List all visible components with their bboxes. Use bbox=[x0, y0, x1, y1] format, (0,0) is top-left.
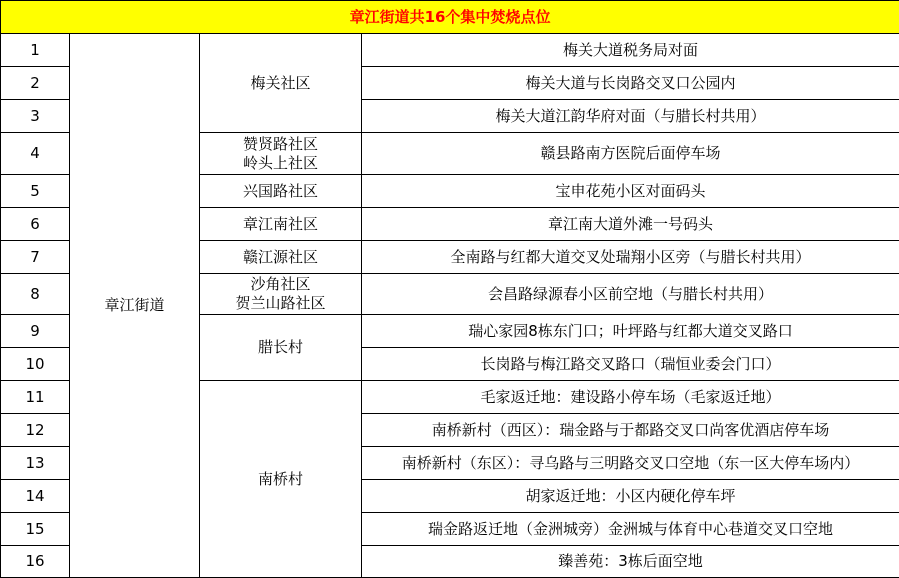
row-number-cell[interactable]: 3 bbox=[1, 100, 70, 133]
community-name: 兴国路社区 bbox=[200, 182, 361, 201]
site-cell[interactable]: 长岗路与梅江路交叉路口（瑞恒业委会门口） bbox=[362, 348, 899, 381]
community-name: 贺兰山路社区 bbox=[200, 294, 361, 313]
row-number-cell[interactable]: 11 bbox=[1, 381, 70, 414]
site-cell[interactable]: 梅关大道税务局对面 bbox=[362, 34, 899, 67]
community-name: 岭头上社区 bbox=[200, 154, 361, 173]
site-cell[interactable]: 瑞金路返迁地（金洲城旁）金洲城与体育中心巷道交叉口空地 bbox=[362, 513, 899, 546]
row-number-cell[interactable]: 8 bbox=[1, 274, 70, 315]
row-number-cell[interactable]: 12 bbox=[1, 414, 70, 447]
table-row bbox=[1, 34, 899, 67]
community-name: 腊长村 bbox=[200, 338, 361, 357]
row-number-cell[interactable]: 1 bbox=[1, 34, 70, 67]
row-number-cell[interactable]: 6 bbox=[1, 208, 70, 241]
community-cell[interactable] bbox=[200, 381, 362, 578]
row-number-cell[interactable]: 16 bbox=[1, 546, 70, 578]
site-cell[interactable]: 赣县路南方医院后面停车场 bbox=[362, 133, 899, 175]
street-cell[interactable]: 章江街道 bbox=[70, 34, 200, 578]
row-number-cell[interactable]: 5 bbox=[1, 175, 70, 208]
site-cell[interactable]: 章江南大道外滩一号码头 bbox=[362, 208, 899, 241]
site-cell[interactable]: 南桥新村（西区）：瑞金路与于都路交叉口尚客优酒店停车场 bbox=[362, 414, 899, 447]
site-cell[interactable]: 南桥新村（东区）：寻乌路与三明路交叉口空地（东一区大停车场内） bbox=[362, 447, 899, 480]
site-cell[interactable]: 宝申花苑小区对面码头 bbox=[362, 175, 899, 208]
table-title[interactable]: 章江街道共16个集中焚烧点位 bbox=[1, 1, 899, 34]
community-name: 章江南社区 bbox=[200, 215, 361, 234]
title-row bbox=[1, 1, 899, 34]
site-cell[interactable]: 胡家返迁地：小区内硬化停车坪 bbox=[362, 480, 899, 513]
row-number-cell[interactable]: 2 bbox=[1, 67, 70, 100]
community-name: 沙角社区 bbox=[200, 275, 361, 294]
site-cell[interactable]: 全南路与红都大道交叉处瑞翔小区旁（与腊长村共用） bbox=[362, 241, 899, 274]
community-name: 赞贤路社区 bbox=[200, 135, 361, 154]
community-cell[interactable] bbox=[200, 133, 362, 175]
community-cell[interactable] bbox=[200, 34, 362, 133]
site-cell[interactable]: 会昌路绿源春小区前空地（与腊长村共用） bbox=[362, 274, 899, 315]
row-number-cell[interactable]: 13 bbox=[1, 447, 70, 480]
community-name: 南桥村 bbox=[200, 470, 361, 489]
site-cell[interactable]: 梅关大道江韵华府对面（与腊长村共用） bbox=[362, 100, 899, 133]
row-number-cell[interactable]: 4 bbox=[1, 133, 70, 175]
community-cell[interactable] bbox=[200, 315, 362, 381]
row-number-cell[interactable]: 10 bbox=[1, 348, 70, 381]
site-cell[interactable]: 毛家返迁地：建设路小停车场（毛家返迁地） bbox=[362, 381, 899, 414]
community-name: 梅关社区 bbox=[200, 74, 361, 93]
community-cell[interactable] bbox=[200, 241, 362, 274]
row-number-cell[interactable]: 14 bbox=[1, 480, 70, 513]
site-cell[interactable]: 梅关大道与长岗路交叉口公园内 bbox=[362, 67, 899, 100]
site-cell[interactable]: 瑞心家园8栋东门口；叶坪路与红都大道交叉路口 bbox=[362, 315, 899, 348]
site-cell[interactable]: 臻善苑：3栋后面空地 bbox=[362, 546, 899, 578]
row-number-cell[interactable]: 7 bbox=[1, 241, 70, 274]
community-cell[interactable] bbox=[200, 175, 362, 208]
row-number-cell[interactable]: 15 bbox=[1, 513, 70, 546]
row-number-cell[interactable]: 9 bbox=[1, 315, 70, 348]
community-cell[interactable] bbox=[200, 208, 362, 241]
community-name: 赣江源社区 bbox=[200, 248, 361, 267]
community-cell[interactable] bbox=[200, 274, 362, 315]
